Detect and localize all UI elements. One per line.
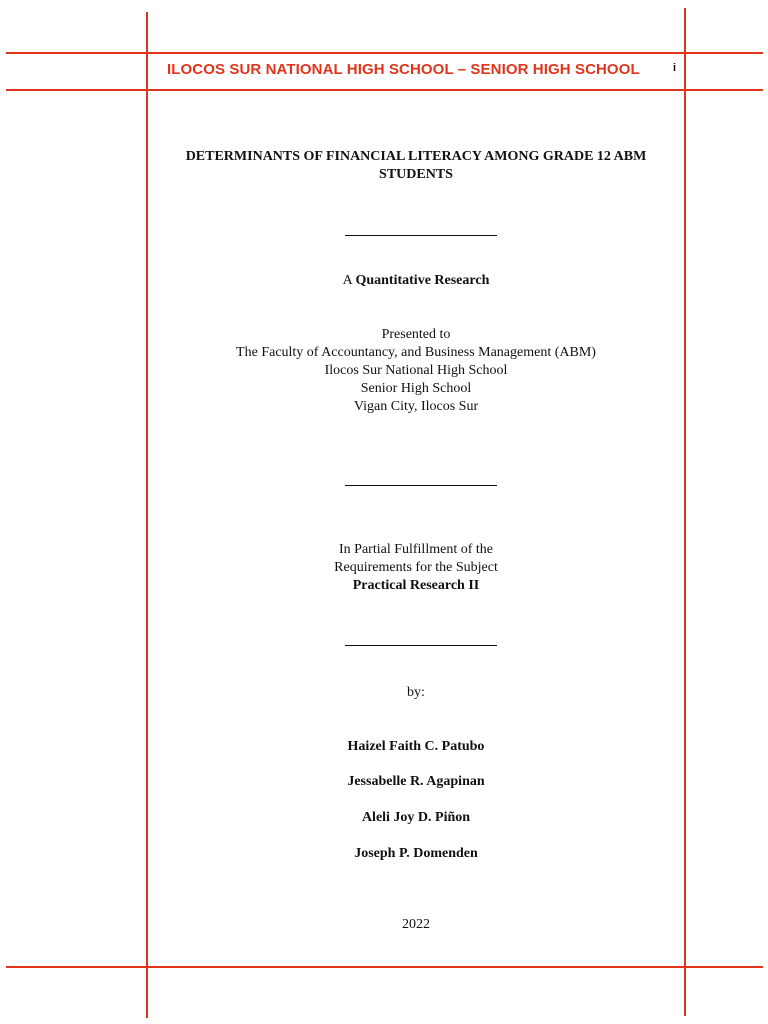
location-line: Vigan City, Ilocos Sur [353,399,479,414]
research-type-prefix: A [342,273,352,288]
school-header: ILOCOS SUR NATIONAL HIGH SCHOOL – SENIOR HIGH SCHOOL [167,61,640,78]
faculty-line: The Faculty of Accountancy, and Business Management (ABM) [236,345,596,360]
research-type-label: Quantitative Research [355,273,490,288]
year: 2022 [402,917,430,932]
header-top-line [6,52,763,54]
fulfillment-block [148,541,684,595]
separator-line [345,485,497,486]
by-label: by: [407,685,425,700]
separator-line [345,235,497,236]
fulfillment-line-2: Requirements for the Subject [334,560,498,575]
author-name: Jessabelle R. Agapinan [347,774,485,789]
header-bottom-line [6,89,763,91]
footer-line [6,966,763,968]
separator-line [345,645,497,646]
right-border-line [684,8,686,1016]
author-name: Haizel Faith C. Patubo [347,739,485,754]
thesis-title: DETERMINANTS OF FINANCIAL LITERACY AMONG GRADE 12 ABM STUDENTS [185,149,647,182]
department-line: Senior High School [360,381,472,396]
subject-name: Practical Research II [352,578,480,593]
research-type [148,272,684,290]
author-name: Aleli Joy D. Piñon [361,810,471,825]
page-number: i [673,62,677,74]
presented-to-line: Presented to [381,327,451,342]
author-name: Joseph P. Domenden [354,846,478,861]
school-line: Ilocos Sur National High School [324,363,508,378]
fulfillment-line-1: In Partial Fulfillment of the [339,542,493,557]
presented-to-block [148,326,684,416]
